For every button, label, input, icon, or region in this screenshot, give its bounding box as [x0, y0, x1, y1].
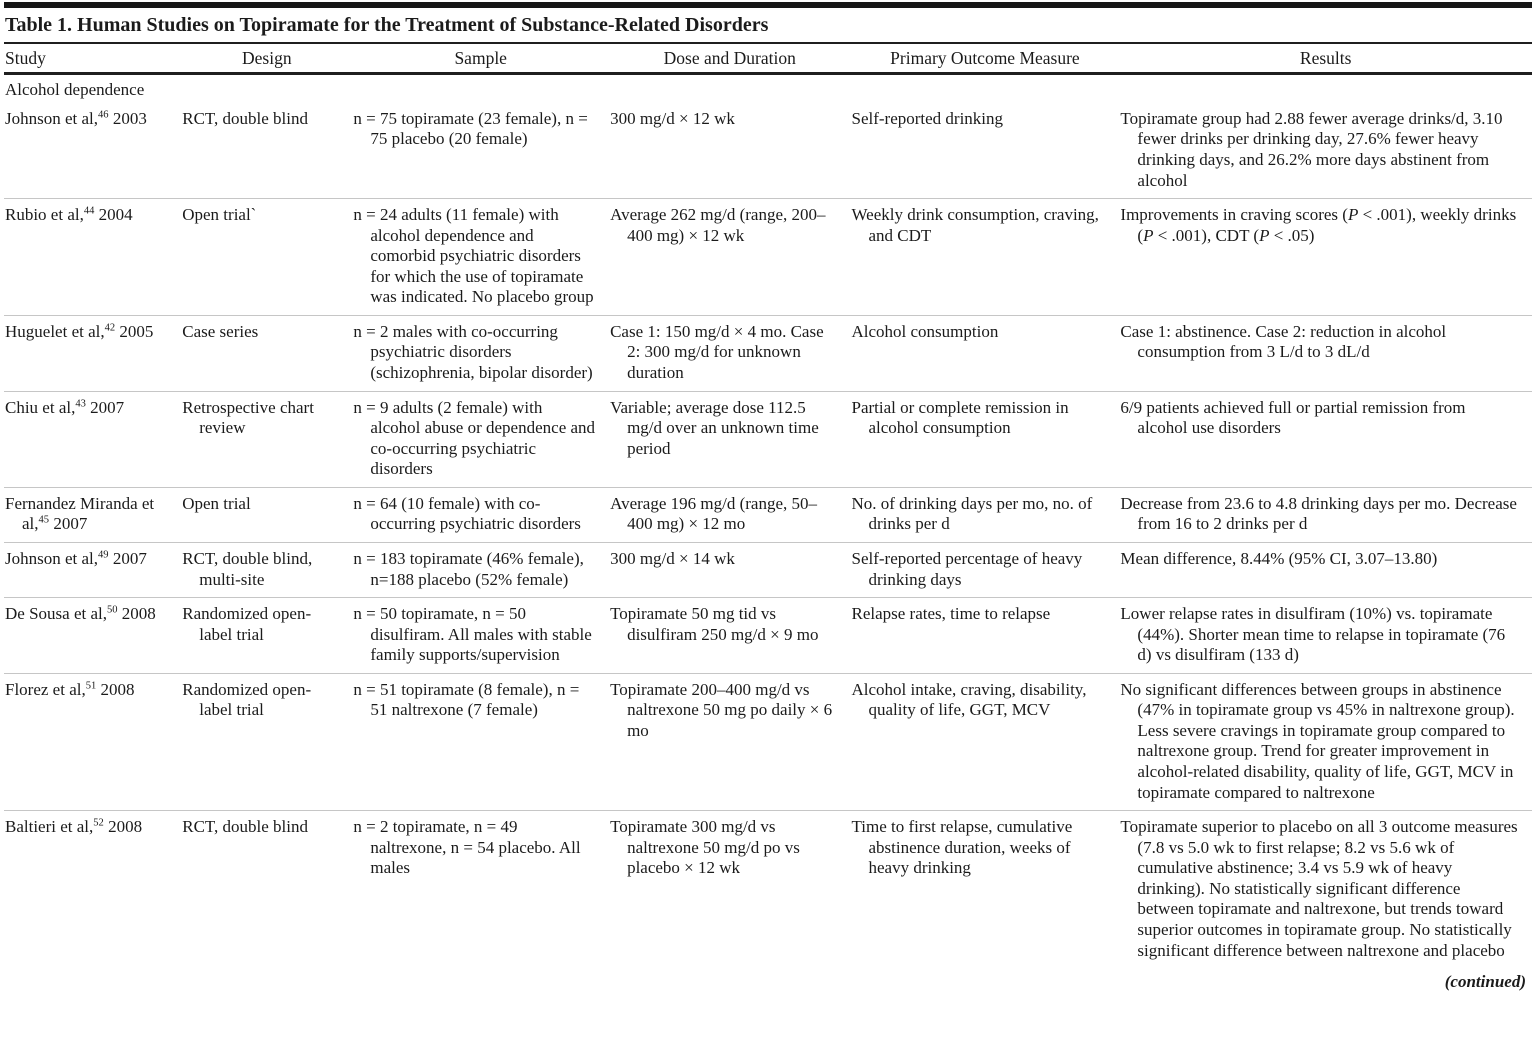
results-cell: Mean difference, 8.44% (95% CI, 3.07–13.80) [1120, 548, 1438, 568]
design-cell: Retrospective chart review [182, 397, 314, 438]
table-row [4, 391, 1532, 487]
sample-cell: n = 75 topiramate (23 female), n = 75 placebo (20 female) [353, 108, 588, 149]
column-header-primary-outcome-measure: Primary Outcome Measure [850, 44, 1119, 74]
dose-cell: Variable; average dose 112.5 mg/d over an unknown time period [610, 397, 819, 458]
outcome-cell: No. of drinking days per mo, no. of drinks per d [851, 493, 1093, 534]
table-row [4, 315, 1532, 391]
sample-cell: n = 64 (10 female) with co-occurring psychiatric disorders [353, 493, 581, 534]
study-cell: Johnson et al,$^{46}$ 2003 [5, 108, 147, 128]
dose-cell: 300 mg/d × 14 wk [610, 548, 735, 568]
sample-cell: n = 2 topiramate, n = 49 naltrexone, n = 54 placebo. All males [353, 817, 581, 878]
column-header-dose-and-duration: Dose and Duration [609, 44, 850, 74]
design-cell: Case series [182, 321, 259, 341]
design-cell: RCT, double blind [182, 817, 308, 837]
column-header-sample: Sample [352, 44, 609, 74]
table-row [4, 673, 1532, 810]
outcome-cell: Weekly drink consumption, craving, and CDT [851, 205, 1099, 245]
section-header: Alcohol dependence [5, 80, 145, 100]
table-header-row [4, 44, 1532, 74]
column-header-study: Study [4, 44, 181, 74]
study-cell: Huguelet et al,$^{42}$ 2005 [5, 321, 154, 341]
study-cell: Fernandez Miranda et al,$^{45}$ 2007 [5, 493, 155, 534]
table-row [4, 103, 1532, 199]
sample-cell: n = 24 adults (11 female) with alcohol dependence and comorbid psychiatric disorders for which the use of topiramate was indicated. No placebo group [353, 205, 594, 307]
table-top-rule [4, 2, 1532, 8]
outcome-cell: Alcohol consumption [851, 321, 999, 341]
design-cell: Randomized open-label trial [182, 679, 312, 720]
sample-cell: n = 9 adults (2 female) with alcohol abuse or dependence and co-occurring psychiatric disorders [353, 397, 596, 479]
design-cell: RCT, double blind [182, 108, 308, 128]
results-cell: Lower relapse rates in disulfiram (10%) vs. topiramate (44%). Shorter mean time to relapse in topiramate (76 d) vs disulfiram (133 d) [1120, 604, 1506, 665]
dose-cell: 300 mg/d × 12 wk [610, 108, 735, 128]
section-row [4, 74, 1532, 103]
results-cell: Decrease from 23.6 to 4.8 drinking days per mo. Decrease from 16 to 2 drinks per d [1120, 493, 1517, 534]
sample-cell: n = 51 topiramate (8 female), n = 51 naltrexone (7 female) [353, 679, 580, 720]
results-cell: Topiramate group had 2.88 fewer average drinks/d, 3.10 fewer drinks per drinking day, 27.6% fewer heavy drinking days, and 26.2% more days abstinent from alcohol [1120, 108, 1503, 190]
study-cell: Johnson et al,$^{49}$ 2007 [5, 548, 147, 568]
design-cell: Randomized open-label trial [182, 604, 312, 644]
outcome-cell: Time to first relapse, cumulative abstinence duration, weeks of heavy drinking [851, 817, 1073, 878]
study-cell: Baltieri et al,$^{52}$ 2008 [5, 817, 143, 837]
results-cell: Improvements in craving scores (P < .001), weekly drinks (P < .001), CDT (P < .05) [1120, 205, 1517, 245]
table-row [4, 542, 1532, 597]
dose-cell: Average 196 mg/d (range, 50–400 mg) × 12 mo [610, 493, 817, 534]
dose-cell: Topiramate 300 mg/d vs naltrexone 50 mg/d po vs placebo × 12 wk [610, 817, 800, 878]
outcome-cell: Relapse rates, time to relapse [851, 604, 1051, 624]
table-row [4, 811, 1532, 968]
study-cell: Rubio et al,$^{44}$ 2004 [5, 205, 133, 225]
table-row [4, 598, 1532, 674]
study-cell: De Sousa et al,$^{50}$ 2008 [5, 604, 156, 624]
table-title: Table 1. Human Studies on Topiramate for the Treatment of Substance-Related Disorders [4, 11, 1532, 44]
sample-cell: n = 183 topiramate (46% female), n=188 placebo (52% female) [353, 548, 584, 589]
study-cell: Chiu et al,$^{43}$ 2007 [5, 397, 125, 417]
design-cell: RCT, double blind, multi-site [182, 548, 313, 589]
continued-note: (continued) [1444, 972, 1526, 992]
study-cell: Florez et al,$^{51}$ 2008 [5, 679, 135, 699]
dose-cell: Average 262 mg/d (range, 200–400 mg) × 12 wk [610, 205, 826, 245]
outcome-cell: Partial or complete remission in alcohol consumption [851, 397, 1069, 438]
table-row [4, 199, 1532, 316]
sample-cell: n = 50 topiramate, n = 50 disulfiram. All males with stable family supports/supervision [353, 604, 592, 665]
dose-cell: Topiramate 50 mg tid vs disulfiram 250 mg/d × 9 mo [610, 604, 819, 644]
outcome-cell: Self-reported percentage of heavy drinking days [851, 548, 1083, 589]
results-cell: Case 1: abstinence. Case 2: reduction in alcohol consumption from 3 L/d to 3 dL/d [1120, 321, 1447, 362]
design-cell: Open trial [182, 493, 251, 513]
outcome-cell: Alcohol intake, craving, disability, quality of life, GGT, MCV [851, 679, 1087, 720]
column-header-results: Results [1119, 44, 1532, 74]
dose-cell: Case 1: 150 mg/d × 4 mo. Case 2: 300 mg/d for unknown duration [610, 321, 824, 382]
design-cell: Open trial` [182, 205, 257, 225]
results-cell: Topiramate superior to placebo on all 3 outcome measures (7.8 vs 5.0 wk to first relapse; 8.2 vs 5.6 wk of cumulative abstinence; 3.4 vs 5.9 wk of heavy drinking). No statistically significant difference between topiramate and naltrexone, but trends toward superior outcomes in topiramate group. No statistically significant difference between naltrexone and placebo [1120, 817, 1518, 960]
dose-cell: Topiramate 200–400 mg/d vs naltrexone 50 mg po daily × 6 mo [610, 679, 833, 740]
studies-table [4, 44, 1532, 968]
results-cell: No significant differences between groups in abstinence (47% in topiramate group vs 45% in naltrexone group). Less severe cravings in topiramate group compared to naltrexone group. Trend for greater improvement in alcohol-related disability, quality of life, GGT, MCV in topiramate compared to naltrexone [1120, 679, 1515, 802]
column-header-design: Design [181, 44, 352, 74]
sample-cell: n = 2 males with co-occurring psychiatric disorders (schizophrenia, bipolar disorder) [353, 321, 593, 382]
outcome-cell: Self-reported drinking [851, 108, 1004, 128]
table-row [4, 487, 1532, 542]
results-cell: 6/9 patients achieved full or partial remission from alcohol use disorders [1120, 397, 1466, 438]
